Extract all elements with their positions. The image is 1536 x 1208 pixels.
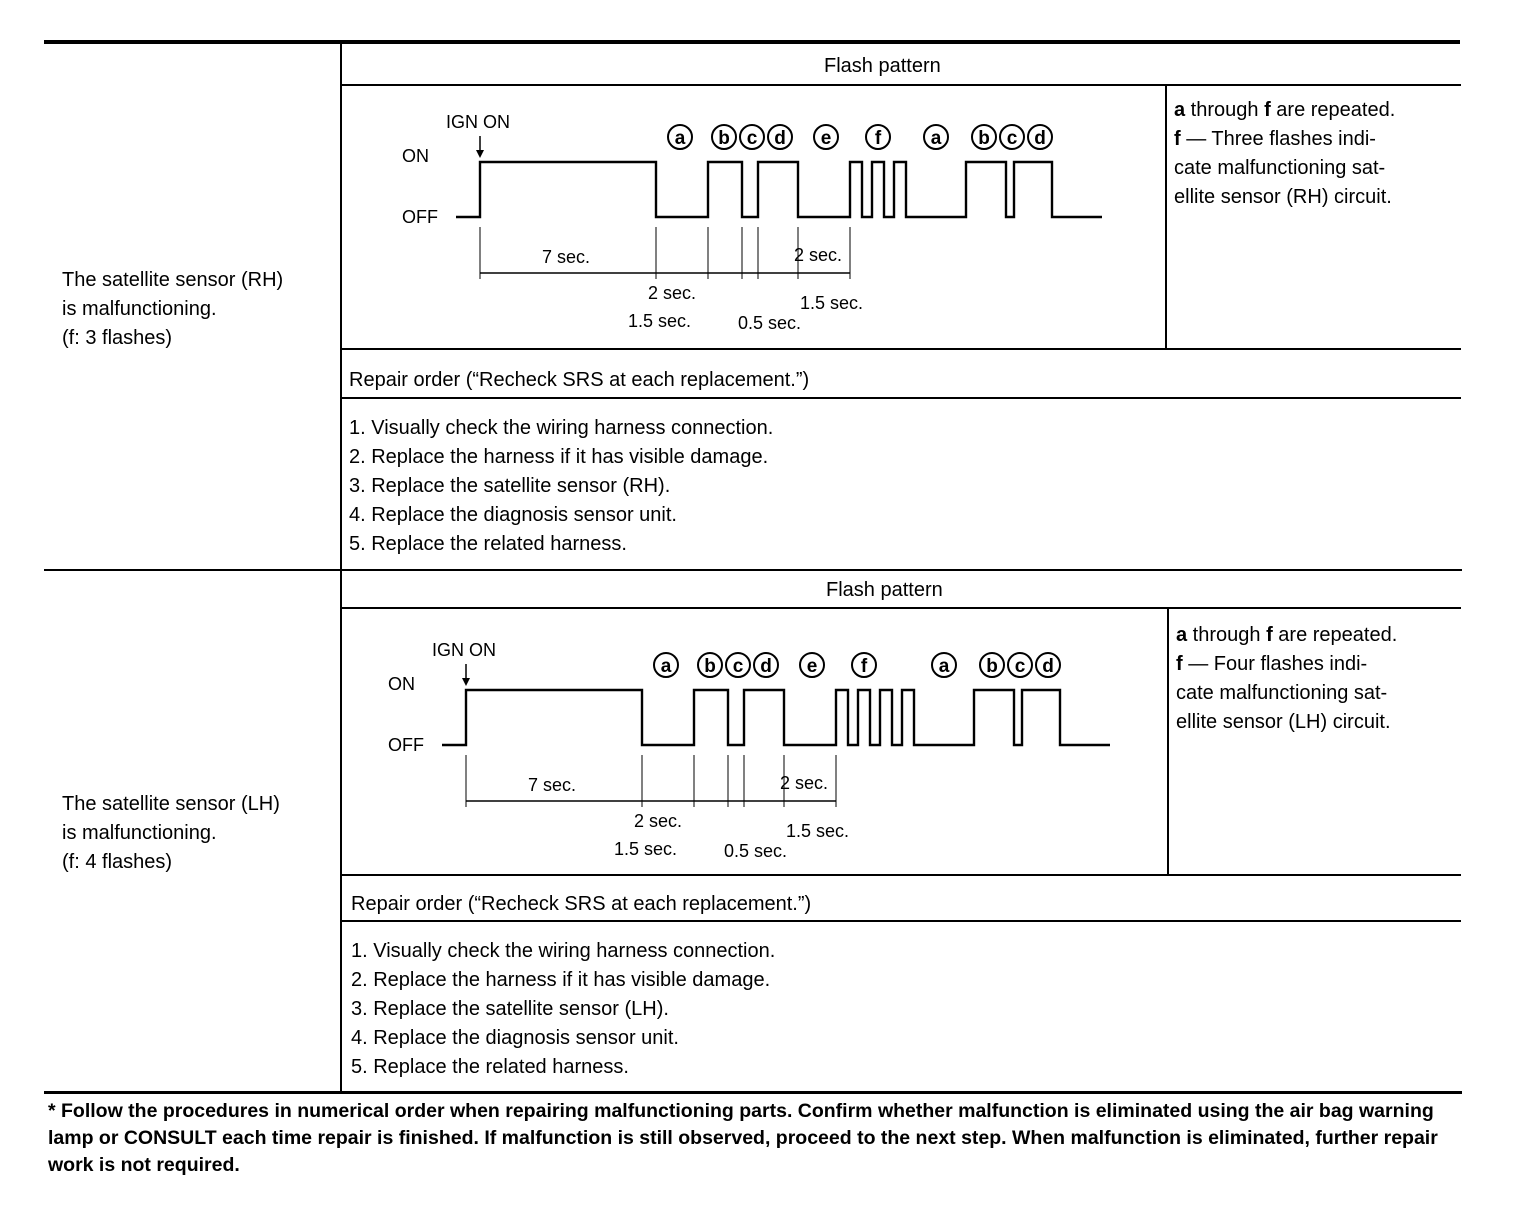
time-2s-label: 2 sec. [794,245,843,265]
time-7s-label: 7 sec. [542,247,591,267]
pattern-note [1174,96,1395,212]
repair-steps [351,937,775,1082]
marker-letter-d: d [1034,128,1046,149]
marker-letter-b: b [986,656,998,677]
marker-letter-a: a [930,128,942,149]
row-divider [44,569,1462,571]
on-level-label: ON [388,674,415,694]
marker-letter-d: d [1042,656,1054,677]
marker-letter-e: e [820,128,832,149]
repair-steps [349,414,773,559]
note-text: ellite sensor (LH) circuit. [1176,711,1391,733]
note-bold-f: f [1176,653,1183,675]
time-1-5s-label: 1.5 sec. [800,293,864,313]
off-level-label: OFF [388,735,424,755]
repair-order-header: Repair order (“Recheck SRS at each replacement.”) [349,369,810,391]
note-bold-f: f [1264,99,1271,121]
flash-pattern-header: Flash pattern [824,55,941,77]
marker-letter-b: b [718,128,730,149]
repair-step: 4. Replace the diagnosis sensor unit. [349,504,677,526]
marker-letter-f: f [860,656,868,677]
note-text: — Three flashes indi- [1180,128,1376,150]
repair-step: 3. Replace the satellite sensor (RH). [349,475,671,497]
repair-step: 4. Replace the diagnosis sensor unit. [351,1027,679,1049]
flash-waveform [456,162,1102,217]
on-level-label: ON [402,146,429,166]
marker-letter-c: c [1014,656,1026,677]
note-bold-a: a [1174,99,1186,121]
repair-step: 1. Visually check the wiring harness connection. [351,940,776,962]
ign-on-arrowhead [476,150,484,158]
flash-waveform [442,690,1110,745]
repair-step: 3. Replace the satellite sensor (LH). [351,998,669,1020]
flash-pattern-diagram [366,628,1146,868]
table-top-rule [44,40,1460,44]
repair-header-top-rule [341,348,1461,350]
marker-letter-f: f [874,128,882,149]
column-divider [340,42,342,1094]
repair-header-top-rule [341,874,1461,876]
note-bold-a: a [1176,624,1188,646]
time-2s-label: 2 sec. [634,811,683,831]
marker-letter-a: a [674,128,686,149]
repair-header-bottom-rule [341,397,1461,399]
pattern-note [1176,621,1397,737]
off-level-label: OFF [402,207,438,227]
note-text: through [1185,99,1265,121]
ign-on-label: IGN ON [446,112,511,132]
time-7s-label: 7 sec. [528,775,577,795]
note-bold-f: f [1266,624,1273,646]
time-0-5s-label: 0.5 sec. [724,841,788,861]
time-2s-label: 2 sec. [648,283,697,303]
time-1-5s-label: 1.5 sec. [628,311,692,331]
repair-step: 1. Visually check the wiring harness connection. [349,417,774,439]
condition-line: (f: 4 flashes) [62,851,173,873]
time-1-5s-label: 1.5 sec. [614,839,678,859]
note-text: cate malfunctioning sat- [1174,157,1386,179]
note-text: ellite sensor (RH) circuit. [1174,186,1392,208]
condition-text [62,266,283,353]
marker-letter-c: c [1006,128,1018,149]
ign-on-label: IGN ON [432,640,497,660]
repair-step: 5. Replace the related harness. [351,1056,629,1078]
marker-letter-e: e [806,656,818,677]
note-text: are repeated. [1270,99,1396,121]
note-text: through [1187,624,1267,646]
time-2s-label: 2 sec. [780,773,829,793]
note-divider [1167,608,1169,876]
repair-step: 5. Replace the related harness. [349,533,627,555]
marker-letter-b: b [978,128,990,149]
repair-header-bottom-rule [341,920,1461,922]
repair-step: 2. Replace the harness if it has visible damage. [351,969,771,991]
note-bold-f: f [1174,128,1181,150]
flash-header-rule [341,84,1461,86]
footnote: * Follow the procedures in numerical order when repairing malfunctioning parts. Confirm whether malfunction is eliminated using the air bag warning lamp or CONSULT each time repair is finished. If malfunction is still observed, proceed to the next step. When malfunction is eliminated, further repair work is not required. [48,1100,1438,1176]
repair-order-header: Repair order (“Recheck SRS at each replacement.”) [351,893,812,915]
flash-header-rule [341,607,1461,609]
time-1-5s-label: 1.5 sec. [786,821,850,841]
marker-letter-d: d [774,128,786,149]
note-text: cate malfunctioning sat- [1176,682,1388,704]
marker-letter-b: b [704,656,716,677]
note-text: are repeated. [1272,624,1398,646]
flash-pattern-diagram [380,100,1140,340]
marker-letter-a: a [660,656,672,677]
condition-text [62,790,280,877]
note-text: — Four flashes indi- [1182,653,1368,675]
ign-on-arrowhead [462,678,470,686]
note-divider [1165,85,1167,350]
marker-letter-c: c [746,128,758,149]
condition-line: is malfunctioning. [62,822,217,844]
marker-letter-a: a [938,656,950,677]
repair-step: 2. Replace the harness if it has visible damage. [349,446,769,468]
time-0-5s-label: 0.5 sec. [738,313,802,333]
marker-letter-d: d [760,656,772,677]
flash-pattern-header: Flash pattern [826,579,943,601]
condition-line: (f: 3 flashes) [62,327,173,349]
table-bottom-rule [44,1091,1462,1094]
condition-line: The satellite sensor (LH) [62,793,280,815]
marker-letter-c: c [732,656,744,677]
condition-line: is malfunctioning. [62,298,217,320]
condition-line: The satellite sensor (RH) [62,269,284,291]
